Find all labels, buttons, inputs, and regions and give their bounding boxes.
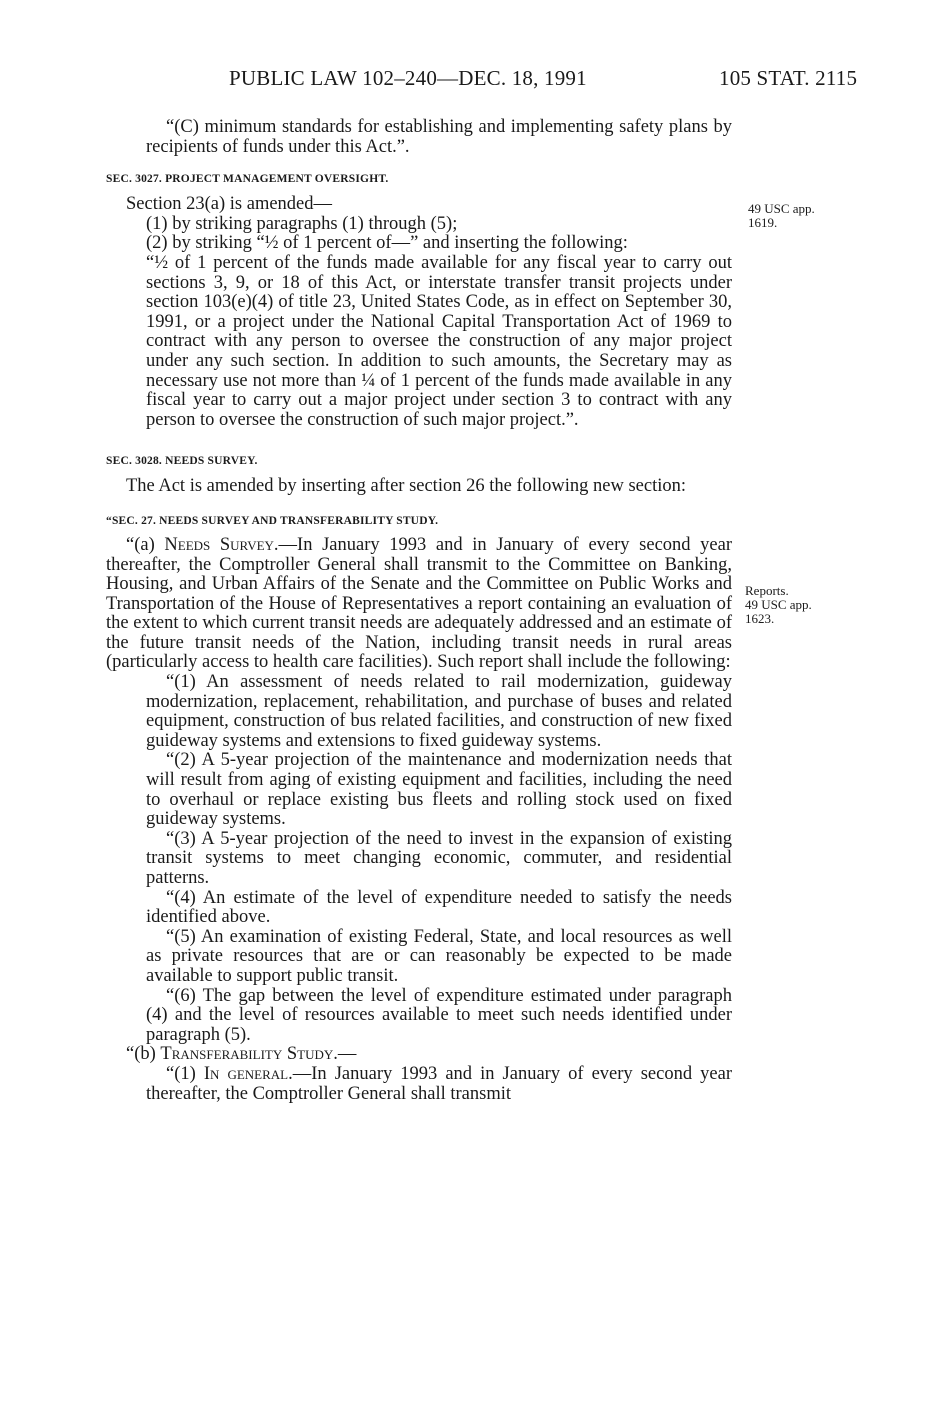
- margin-note-reports-1623: [745, 584, 812, 626]
- paragraph-a-needs-survey: [106, 536, 732, 673]
- paragraph-item-5: “(5) An examination of existing Federal, State, and local resources as well as private resources that are or can reasonably be expected to be made available to support public transit.: [146, 926, 732, 986]
- text-run: .—In January 1993 and in January of every second year thereafter, the Comptroller General shall transmit to the Committee on Banking, Housing, and Urban Affairs of the Senate and the Committee on Public Works and Transportation of the House of Representatives a report containing an evaluation of the extent to which current transit needs are adequately addressed and an estimate of the future transit needs of the Nation, including transit needs in rural areas (particularly access to health care facilities). Such report shall include the following:: [106, 534, 733, 673]
- margin-note-line: 49 USC app.: [748, 201, 815, 216]
- paragraph-c-standards: “(C) minimum standards for establishing and implementing safety plans by recipients of funds under this Act.”.: [146, 117, 732, 157]
- paragraph-item-6: “(6) The gap between the level of expenditure estimated under paragraph (4) and the level of resources available to meet such needs identified under paragraph (5).: [146, 985, 732, 1045]
- paragraph-item-2: “(2) A 5-year projection of the maintenance and modernization needs that will result from aging of existing equipment and facilities, including the need to overhaul or replace existing bus fleets and rolling stock used on fixed guideway systems.: [146, 750, 732, 830]
- paragraph-item-3: “(3) A 5-year projection of the need to invest in the expansion of existing transit systems to meet changing economic, commuter, and residential patterns.: [146, 828, 732, 888]
- section-heading-27: “SEC. 27. NEEDS SURVEY AND TRANSFERABILITY STUDY.: [106, 514, 439, 527]
- paragraph-strike-1-5: (1) by striking paragraphs (1) through (5);: [146, 213, 458, 234]
- paragraph-inserted-text: “½ of 1 percent of the funds made available for any fiscal year to carry out sections 3, 9, or 18 of this Act, or interstate transfer transit projects under section 103(e)(4) of title 23, United States Code, as in effect on September 30, 1991, or a project under the National Capital Transportation Act of 1969 to contract with any person to oversee the construction of any major project under any such section. In addition to such amounts, the Secretary may as necessary use not more than ¼ of 1 percent of the funds made available in any fiscal year to carry out a major project under section 3 to contract with any person to oversee the construction of such major project.”.: [146, 252, 732, 430]
- paragraph-b1-in-general: [106, 1065, 732, 1104]
- margin-note-line: 49 USC app.: [745, 597, 812, 612]
- section-heading-3028: SEC. 3028. NEEDS SURVEY.: [106, 455, 258, 468]
- text-run: “(b): [126, 1044, 161, 1065]
- running-header-stat-page: 105 STAT. 2115: [719, 66, 858, 90]
- paragraph-item-1: “(1) An assessment of needs related to rail modernization, guideway modernization, replacement, rehabilitation, and purchase of buses and related equipment, construction of bus related facilities, and construction of new fixed guideway systems and extensions to fixed guideway systems.: [146, 672, 732, 751]
- paragraph-act-amended: The Act is amended by inserting after section 26 the following new section:: [126, 476, 686, 497]
- paragraph-heading-in-general: In general: [203, 1063, 289, 1084]
- subsection-heading-transferability: Transferability Study: [160, 1044, 334, 1065]
- paragraph-strike-half-percent: (2) by striking “½ of 1 percent of—” and inserting the following:: [146, 233, 628, 254]
- text-run: “(a): [126, 534, 165, 555]
- paragraph-item-4: “(4) An estimate of the level of expenditure needed to satisfy the needs identified above.: [146, 887, 732, 928]
- paragraph-b-transferability: [106, 1045, 732, 1065]
- text-run: “(1): [166, 1063, 204, 1084]
- subsection-heading-needs-survey: Needs Survey: [164, 534, 274, 555]
- text-run: .—: [333, 1044, 357, 1065]
- main-text-column: [106, 118, 732, 1104]
- running-header-title: PUBLIC LAW 102–240—DEC. 18, 1991: [229, 66, 587, 90]
- section-heading-3027: SEC. 3027. PROJECT MANAGEMENT OVERSIGHT.: [106, 173, 389, 186]
- margin-note-line: Reports.: [745, 583, 789, 598]
- text-run: .—In January 1993 and in January of every second year thereafter, the Comptroller General shall transmit: [146, 1063, 732, 1104]
- margin-note-line: 1623.: [745, 611, 775, 626]
- margin-note-line: 1619.: [748, 215, 778, 230]
- margin-note-citation-1619: [748, 202, 815, 230]
- paragraph-section-23a: Section 23(a) is amended—: [126, 194, 333, 215]
